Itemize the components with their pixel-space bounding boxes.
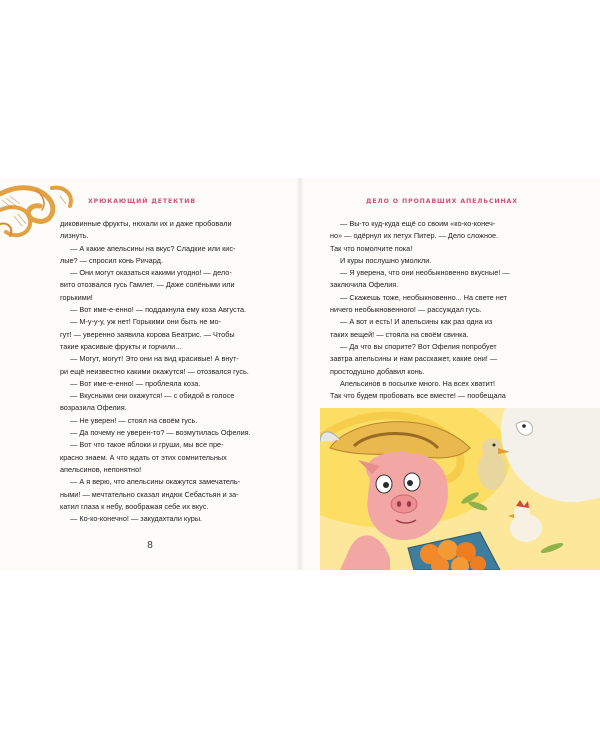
text-line: Апельсинов в посылке много. На всех хватит! — [340, 378, 496, 388]
book-gutter — [296, 178, 304, 570]
text-line: катил глаза к небу, воображая себе их вкус. — [60, 501, 209, 511]
text-line: И куры послушно умолкли. — [340, 255, 432, 265]
text-line: красно знаем. А что ждать от этих сомнительных — [60, 452, 227, 462]
text-line: ри ещё неизвестно какими окажутся! — отозвался гусь. — [60, 366, 249, 376]
text-line: — М-у-у-у, уж нет! Горькими они быть не мо- — [70, 317, 222, 327]
text-line: — Не уверен! — стоял на своём гусь. — [70, 415, 198, 425]
pig-snout — [391, 495, 417, 513]
text-line: диковинные фрукты, нюхали их и даже пробовали — [60, 219, 232, 228]
text-line: — Вот име-е-енно! — проблеяла коза. — [70, 378, 201, 388]
text-line: вито отозвался гусь Гамлет. — Даже солёными или — [60, 280, 235, 290]
text-line: заключила Офелия. — [330, 280, 399, 290]
pig-illustration — [320, 408, 600, 570]
text-line: ничего необыкновенного! — рассуждал гусь. — [330, 305, 482, 315]
text-line: лизнуть. — [60, 231, 89, 241]
text-line: — Вот что такое яблоки и груши, мы все пре- — [70, 440, 224, 450]
text-line: таких вещей! — стояла на своём свинка. — [330, 329, 469, 339]
text-line: — А я верю, что апельсины окажутся замечатель- — [70, 477, 241, 487]
text-line: — А какие апельсины на вкус? Сладкие или кис- — [70, 243, 236, 253]
text-line: горькими! — [60, 292, 93, 302]
text-line: — Да почему не уверен-то? — возмутилась Офелия. — [70, 428, 251, 438]
running-head-right: ДЕЛО О ПРОПАВШИХ АПЕЛЬСИНАХ — [366, 198, 518, 205]
book-spread — [0, 178, 600, 570]
text-line: — А вот и есть! И апельсины как раз одна из — [340, 317, 493, 327]
text-line: Так что помолчите пока! — [330, 243, 413, 253]
text-line: — Вкусными они окажутся! — с обидой в голосе — [70, 391, 235, 401]
text-line: Так что будем пробовать все вместе! — пообещала — [330, 391, 506, 401]
text-line: гут! — уверенно заявила корова Беатрис. — Чтобы — [60, 329, 235, 339]
text-line: — Я уверена, что они необыкновенно вкусные! — — [340, 268, 510, 278]
text-line: простодушно добавил конь. — [330, 366, 425, 376]
text-line: такие красивые фрукты и горчили... — [60, 341, 182, 351]
right-page-text — [330, 218, 567, 402]
text-line: — Вот име-е-енно! — поддакнула ему коза Августа. — [70, 305, 247, 315]
page-number: 8 — [147, 540, 153, 551]
text-line: — Они могут оказаться какими угодно! — дело- — [70, 268, 232, 278]
text-line: лые? — спросил конь Ричард. — [60, 255, 163, 265]
text-line: ными! — мечтательно сказал индюк Себастьян и за- — [60, 489, 239, 499]
text-line: — Скажешь тоже, необыкновенно... На свете нет — [340, 292, 507, 302]
text-line: — Вы-то куд-куда ещё со своим «ко-ко-конеч- — [340, 219, 496, 228]
text-line: апельсинов, непонятно! — [60, 464, 142, 474]
text-line: — Да что вы спорите? Вот Офелия попробует — [340, 341, 497, 351]
running-head-left: ХРЮКАЮЩИЙ ДЕТЕКТИВ — [88, 198, 196, 205]
left-page-text — [60, 218, 282, 525]
text-line: завтра апельсины и нам расскажет, какие они! — — [330, 354, 498, 364]
text-line: но» — одёрнул их петух Питер. — Дело сложное. — [330, 231, 499, 241]
text-line: — Могут, могут! Это они на вид красивые! А внут- — [70, 354, 239, 364]
text-line: — Ко-ко-конечно! — закудахтали куры. — [70, 514, 203, 524]
text-line: возразила Офелия. — [60, 403, 127, 413]
